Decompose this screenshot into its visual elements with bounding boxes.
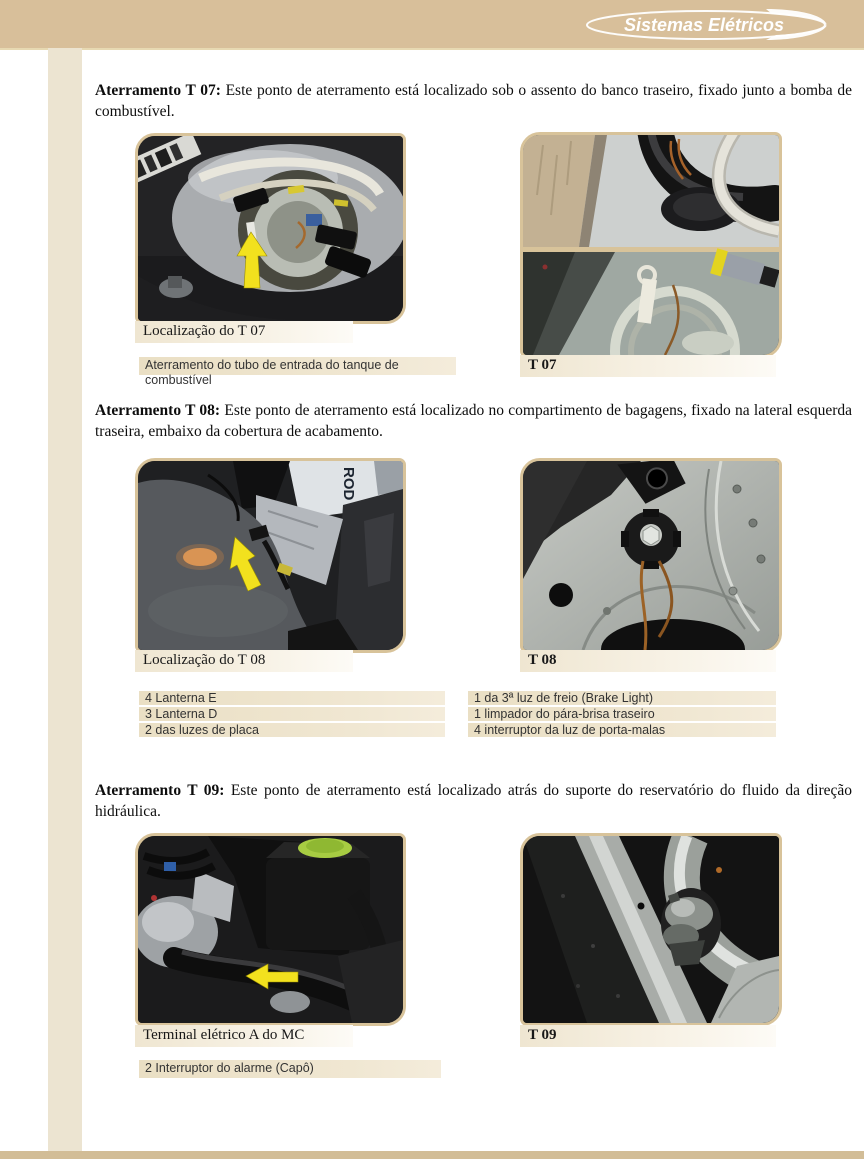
paragraph-t07 <box>95 80 852 122</box>
caption-t09: T 09 <box>520 1025 776 1047</box>
photo-t07-location <box>135 133 406 324</box>
window-sticker-text: ROD <box>340 467 357 501</box>
paragraph-t08 <box>95 400 852 442</box>
caption-t07-location: Localização do T 07 <box>135 321 353 343</box>
fuel-pump-photo-illustration <box>138 136 403 321</box>
list-item: 4 Lanterna E <box>139 691 445 705</box>
list-item: 3 Lanterna D <box>139 707 445 721</box>
photo-t09-location <box>135 833 406 1026</box>
list-t08-right <box>468 691 776 739</box>
body-t09: Este ponto de aterramento está localizado atrás do suporte do reservatório do fluido da direção hidráulica. <box>95 782 853 820</box>
caption-t08-location: Localização do T 08 <box>135 650 353 672</box>
list-item: 2 das luzes de placa <box>139 723 445 737</box>
trunk-photo-illustration <box>138 461 403 650</box>
filler-tube-photo-illustration <box>523 135 779 355</box>
brand-swoosh-icon <box>580 4 830 44</box>
photo-t08-closeup <box>520 458 782 653</box>
note-t07: Aterramento do tubo de entrada do tanque de combustível <box>139 357 456 375</box>
heading-t09: Aterramento T 09: <box>95 782 225 799</box>
brand-logo <box>580 4 830 44</box>
list-item: 1 da 3ª luz de freio (Brake Light) <box>468 691 776 705</box>
footer-band <box>0 1151 864 1159</box>
ground-stud-photo-illustration <box>523 461 779 650</box>
photo-t09-closeup <box>520 833 782 1026</box>
note-t09: 2 Interruptor do alarme (Capô) <box>139 1060 441 1078</box>
brand-text: Sistemas Elétricos <box>623 15 785 35</box>
caption-t07: T 07 <box>520 355 776 377</box>
photo-t07-closeup <box>520 132 782 358</box>
list-item: 1 limpador do pára-brisa traseiro <box>468 707 776 721</box>
paragraph-t09 <box>95 780 852 822</box>
heading-t07: Aterramento T 07: <box>95 82 221 99</box>
left-margin-stripe <box>48 48 82 1152</box>
body-t08: Este ponto de aterramento está localizado no compartimento de bagagens, fixado na lateral esquerda traseira, embaixo da cobertura de acabamento. <box>95 402 852 440</box>
engine-bay-photo-illustration <box>138 836 403 1023</box>
caption-t09-location: Terminal elétrico A do MC <box>135 1025 353 1047</box>
caption-t08: T 08 <box>520 650 776 672</box>
heading-t08: Aterramento T 08: <box>95 402 221 419</box>
body-t07: Este ponto de aterramento está localizado sob o assento do banco traseiro, fixado junto a bomba de combustível. <box>95 82 852 120</box>
list-t08-left <box>139 691 445 739</box>
list-item: 4 interruptor da luz de porta-malas <box>468 723 776 737</box>
frame-rail-photo-illustration <box>523 836 779 1023</box>
photo-t08-location <box>135 458 406 653</box>
